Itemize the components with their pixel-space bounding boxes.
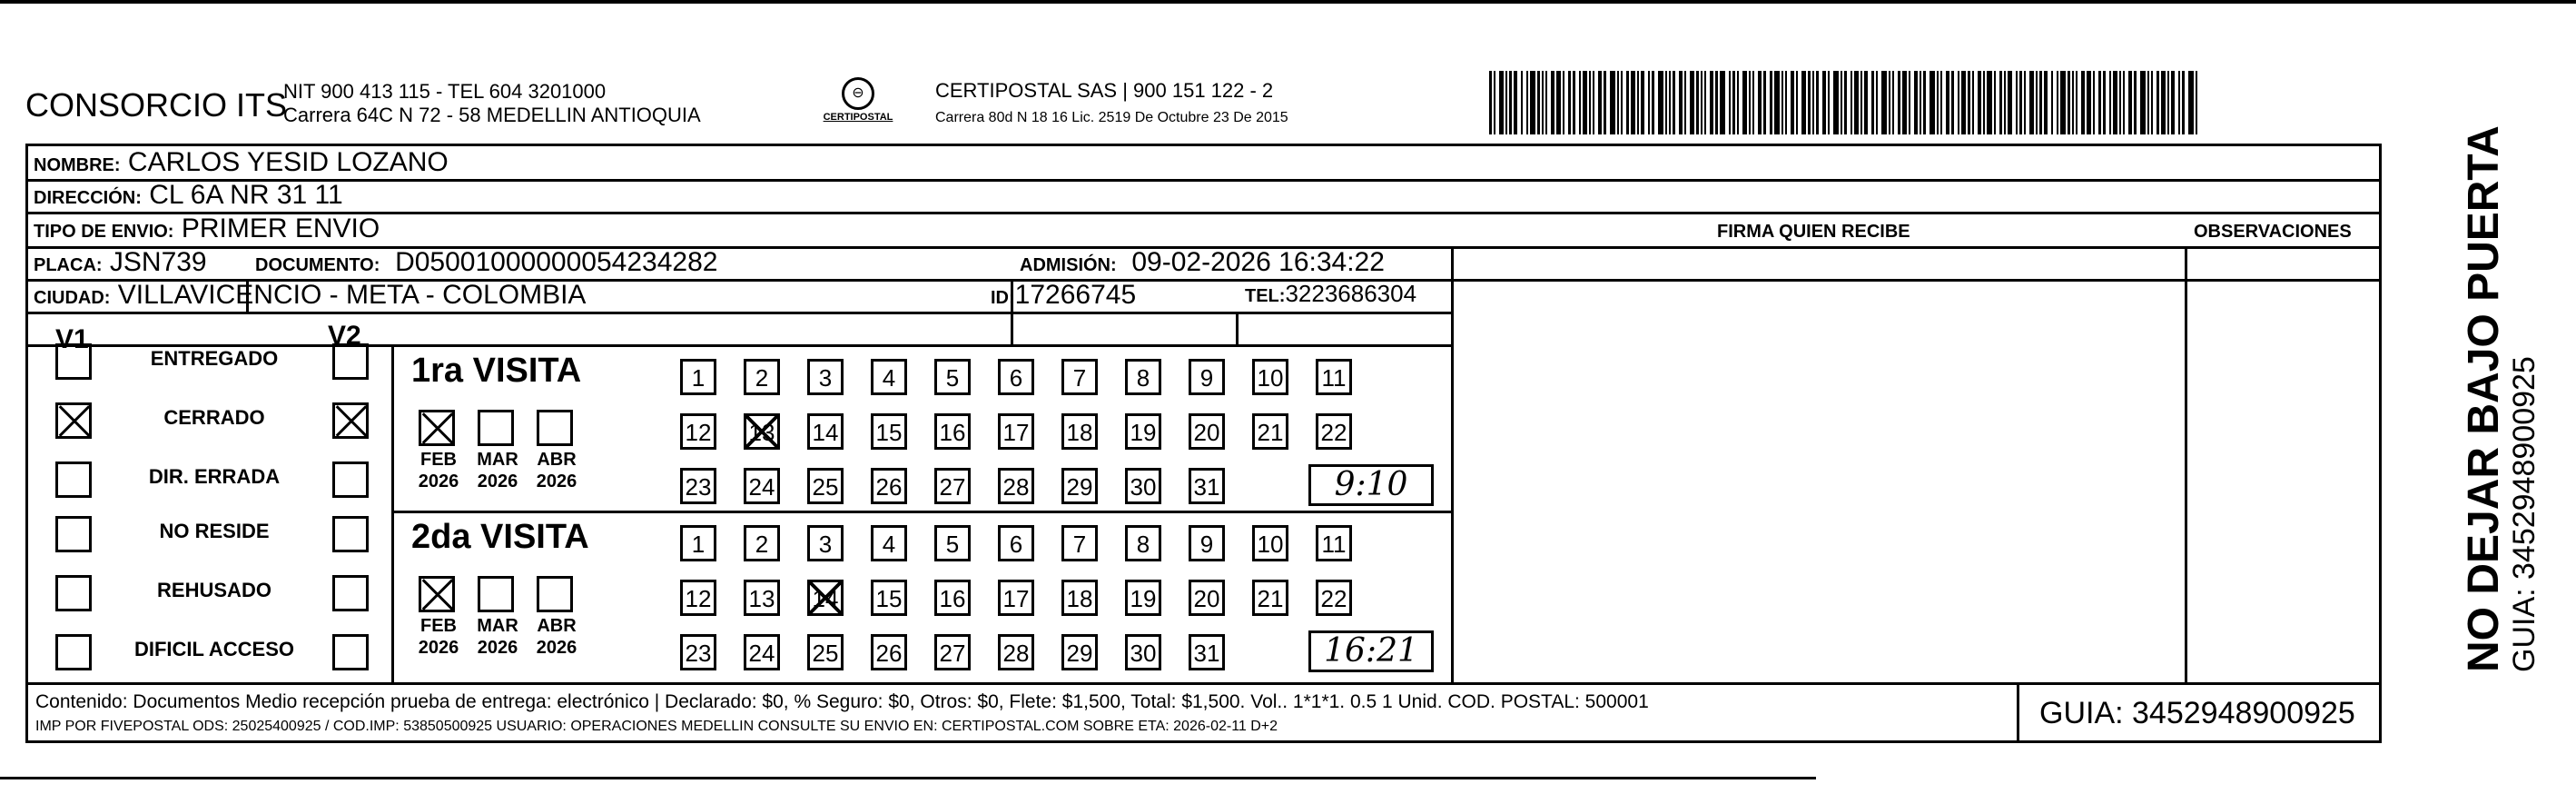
barcode-bar (1514, 71, 1517, 134)
barcode-bar (1987, 71, 1992, 134)
v1-checkbox[interactable] (55, 462, 92, 498)
day-box[interactable]: 9 (1189, 359, 1225, 395)
day-box[interactable]: 15 (871, 413, 907, 450)
day-box[interactable]: 26 (871, 468, 907, 504)
barcode-bar (2157, 71, 2159, 134)
barcode-bar (1563, 71, 1564, 134)
day-box[interactable]: 23 (680, 468, 716, 504)
day-box[interactable]: 8 (1125, 359, 1161, 395)
id-field (991, 280, 1136, 311)
status-label: REHUSADO (157, 579, 271, 601)
day-box[interactable]: 19 (1125, 413, 1161, 450)
barcode-bar (1551, 71, 1554, 134)
barcode-bar (2171, 71, 2175, 134)
day-box[interactable]: 14 (807, 580, 844, 616)
day-box[interactable]: 10 (1252, 525, 1288, 561)
month-name: MAR (477, 450, 518, 470)
status-label: CERRADO (163, 406, 265, 429)
side-vertical-text (2461, 125, 2541, 672)
day-box[interactable]: 22 (1316, 413, 1352, 450)
barcode-bar (1881, 71, 1887, 134)
day-box[interactable]: 22 (1316, 580, 1352, 616)
barcode-bar (1610, 71, 1615, 134)
barcode-bar (2103, 71, 2106, 134)
observations-area[interactable] (2187, 282, 2378, 681)
day-box[interactable]: 16 (934, 580, 971, 616)
month-year: 2026 (536, 471, 577, 491)
day-box[interactable]: 29 (1061, 468, 1098, 504)
barcode-bar (1701, 71, 1703, 134)
company-name: CONSORCIO ITS (25, 86, 288, 124)
day-box[interactable]: 12 (680, 413, 716, 450)
day-box[interactable]: 2 (744, 525, 780, 561)
day-box[interactable]: 6 (998, 525, 1034, 561)
day-box[interactable]: 12 (680, 580, 716, 616)
month-year: 2026 (536, 638, 577, 658)
barcode-bar (1665, 71, 1667, 134)
barcode-bar (2076, 71, 2078, 134)
day-box[interactable]: 4 (871, 359, 907, 395)
barcode-bar (2087, 71, 2091, 134)
barcode-bar (1556, 71, 1561, 134)
status-label: ENTREGADO (150, 347, 279, 370)
barcode-bar (2019, 71, 2022, 134)
barcode-bar (1930, 71, 1935, 134)
month-label (411, 449, 466, 492)
v2-checkbox[interactable] (332, 343, 369, 380)
visit-time[interactable]: 16:21 (1308, 630, 1434, 672)
month-year: 2026 (418, 471, 459, 491)
v1-checkbox[interactable] (55, 402, 92, 439)
day-box[interactable]: 6 (998, 359, 1034, 395)
barcode-bar (1568, 71, 1571, 134)
month-checkbox[interactable] (419, 576, 455, 612)
id-value: 17266745 (1014, 280, 1137, 310)
barcode-bar (1658, 71, 1663, 134)
signature-area[interactable] (1454, 282, 2185, 681)
barcode-bar (1972, 71, 1974, 134)
direccion-value: CL 6A NR 31 11 (149, 180, 343, 210)
barcode-bar (1946, 71, 1949, 134)
day-box[interactable]: 13 (744, 413, 780, 450)
barcode-bar (2196, 71, 2197, 134)
day-box[interactable]: 30 (1125, 468, 1161, 504)
barcode-bar (1791, 71, 1794, 134)
barcode-bar (1542, 71, 1544, 134)
status-label: DIFICIL ACCESO (133, 638, 294, 660)
barcode-bar (2140, 71, 2146, 134)
barcode-bar (1920, 71, 1921, 134)
barcode-bar (1951, 71, 1954, 134)
barcode-bar (1537, 71, 1540, 134)
delivery-form (25, 144, 2382, 743)
documento-label: DOCUMENTO: (255, 255, 380, 275)
tipo-value: PRIMER ENVIO (181, 213, 380, 243)
barcode-bar (1690, 71, 1694, 134)
barcode-bar (2188, 71, 2194, 134)
barcode (1489, 71, 2206, 134)
barcode-bar (2036, 71, 2038, 134)
barcode-bar (1871, 71, 1874, 134)
day-box[interactable]: 18 (1061, 580, 1098, 616)
barcode-bar (1696, 71, 1699, 134)
documento-field (255, 247, 717, 278)
barcode-bar (1715, 71, 1718, 134)
day-box[interactable]: 17 (998, 413, 1034, 450)
nombre-value: CARLOS YESID LOZANO (127, 147, 449, 177)
month-name: ABR (537, 450, 577, 470)
barcode-bar (1737, 71, 1739, 134)
month-label (529, 449, 584, 492)
barcode-bar (1864, 71, 1868, 134)
day-box[interactable]: 20 (1189, 580, 1225, 616)
v2-checkbox[interactable] (332, 462, 369, 498)
v1-checkbox[interactable] (55, 575, 92, 611)
status-label: NO RESIDE (159, 520, 270, 542)
v1-checkbox[interactable] (55, 343, 92, 380)
day-box[interactable]: 17 (998, 580, 1034, 616)
barcode-bar (2109, 71, 2111, 134)
barcode-bar (2134, 71, 2137, 134)
barcode-bar (2151, 71, 2153, 134)
barcode-bar (2068, 71, 2070, 134)
day-box[interactable]: 25 (807, 468, 844, 504)
barcode-bar (1499, 71, 1504, 134)
barcode-bar (1968, 71, 1970, 134)
day-box[interactable]: 26 (871, 634, 907, 670)
day-box[interactable]: 19 (1125, 580, 1161, 616)
barcode-bar (1983, 71, 1985, 134)
month-checkbox[interactable] (419, 410, 455, 446)
month-name: ABR (537, 616, 577, 636)
barcode-bar (2161, 71, 2166, 134)
day-box[interactable]: 7 (1061, 359, 1098, 395)
tel-label: TEL: (1245, 286, 1286, 306)
barcode-bar (2147, 71, 2149, 134)
month-label (529, 615, 584, 659)
nit-line: NIT 900 413 115 - TEL 604 3201000 (283, 80, 607, 103)
bottom-border-line (0, 777, 1816, 779)
barcode-bar (1545, 71, 1547, 134)
month-label (411, 615, 466, 659)
admision-label: ADMISIÓN: (1020, 255, 1117, 275)
day-box[interactable]: 28 (998, 634, 1034, 670)
barcode-bar (1621, 71, 1623, 134)
barcode-bar (1589, 71, 1591, 134)
barcode-bar (2029, 71, 2034, 134)
day-box[interactable]: 21 (1252, 413, 1288, 450)
v2-checkbox[interactable] (332, 516, 369, 552)
barcode-bar (2008, 71, 2012, 134)
barcode-bar (1648, 71, 1650, 134)
logo-label: CERTIPOSTAL (823, 112, 893, 123)
barcode-bar (1626, 71, 1629, 134)
day-box[interactable]: 8 (1125, 525, 1161, 561)
barcode-bar (1892, 71, 1894, 134)
guia-number: GUIA: 3452948900925 (2039, 696, 2355, 730)
barcode-bar (1860, 71, 1862, 134)
day-box[interactable]: 5 (934, 359, 971, 395)
month-checkbox[interactable] (478, 576, 514, 612)
month-name: FEB (420, 450, 457, 470)
day-box[interactable]: 10 (1252, 359, 1288, 395)
barcode-bar (1494, 71, 1495, 134)
barcode-bar (1770, 71, 1772, 134)
barcode-bar (1958, 71, 1959, 134)
barcode-bar (1720, 71, 1725, 134)
admision-value: 09-02-2026 16:34:22 (1131, 247, 1385, 277)
day-box[interactable]: 31 (1189, 468, 1225, 504)
nombre-label: NOMBRE: (34, 155, 121, 175)
barcode-bar (1833, 71, 1839, 134)
barcode-bar (1593, 71, 1594, 134)
barcode-bar (2060, 71, 2066, 134)
visit-time[interactable]: 9:10 (1308, 464, 1434, 506)
day-box[interactable]: 7 (1061, 525, 1098, 561)
barcode-bar (1994, 71, 1996, 134)
day-box[interactable]: 27 (934, 468, 971, 504)
month-label (470, 449, 525, 492)
day-box[interactable]: 9 (1189, 525, 1225, 561)
barcode-bar (1851, 71, 1852, 134)
barcode-bar (1999, 71, 2002, 134)
day-box[interactable]: 20 (1189, 413, 1225, 450)
day-box[interactable]: 29 (1061, 634, 1098, 670)
barcode-bar (2044, 71, 2048, 134)
placa-value: JSN739 (109, 247, 207, 277)
content-line: Contenido: Documentos Medio recepción prueba de entrega: electrónico | Declarado: $0, % Seguro: $0, Otros: $0, Flete: $1,500, Total: $1,500. Vol.. 1*1*1. 0.5 1 Unid. COD. POSTAL: 500001 (35, 691, 1649, 712)
barcode-bar (1909, 71, 1910, 134)
barcode-bar (1781, 71, 1783, 134)
barcode-bar (2072, 71, 2074, 134)
side-guia: GUIA: 3452948900925 (2507, 356, 2541, 672)
barcode-bar (1812, 71, 1814, 134)
barcode-bar (2119, 71, 2121, 134)
direccion-field (34, 180, 343, 211)
barcode-bar (2113, 71, 2117, 134)
tel-field (1245, 280, 1416, 308)
month-name: MAR (477, 616, 518, 636)
day-box[interactable]: 1 (680, 359, 716, 395)
barcode-bar (2024, 71, 2026, 134)
barcode-bar (2016, 71, 2018, 134)
barcode-bar (2081, 71, 2085, 134)
certipostal-logo (822, 77, 894, 123)
logo-icon: ⊖ (842, 77, 874, 110)
barcode-bar (1752, 71, 1754, 134)
v2-checkbox[interactable] (332, 402, 369, 439)
month-name: FEB (420, 616, 457, 636)
barcode-bar (2039, 71, 2042, 134)
day-box[interactable]: 14 (807, 413, 844, 450)
barcode-bar (1940, 71, 1942, 134)
month-year: 2026 (477, 471, 518, 491)
barcode-bar (1598, 71, 1602, 134)
observaciones-label: OBSERVACIONES (2194, 222, 2352, 242)
day-box[interactable]: 4 (871, 525, 907, 561)
visit-title: 2da VISITA (411, 518, 589, 556)
barcode-bar (1844, 71, 1847, 134)
day-box[interactable]: 13 (744, 580, 780, 616)
barcode-bar (2167, 71, 2169, 134)
barcode-bar (1785, 71, 1787, 134)
v2-checkbox[interactable] (332, 575, 369, 611)
barcode-bar (1704, 71, 1706, 134)
documento-value: D05001000000054234282 (395, 247, 718, 277)
barcode-bar (2098, 71, 2101, 134)
month-checkbox[interactable] (478, 410, 514, 446)
barcode-bar (1669, 71, 1671, 134)
barcode-bar (1505, 71, 1507, 134)
barcode-bar (1617, 71, 1619, 134)
barcode-bar (1489, 71, 1492, 134)
carrier-info (935, 77, 1288, 132)
imp-line: IMP POR FIVEPOSTAL ODS: 25025400925 / COD.IMP: 53850500925 USUARIO: OPERACIONES MEDELLIN CONSULTE SU ENVIO EN: CERTIPOSTAL.COM SOBRE ETA: 2026-02-11 D+2 (35, 719, 1278, 734)
barcode-bar (1937, 71, 1939, 134)
no-dejar-warning: NO DEJAR BAJO PUERTA (2460, 125, 2508, 672)
carrier-line: CERTIPOSTAL SAS | 900 151 122 - 2 (935, 79, 1274, 102)
barcode-bar (1573, 71, 1575, 134)
barcode-bar (1828, 71, 1830, 134)
placa-field (34, 247, 207, 278)
barcode-bar (2093, 71, 2095, 134)
barcode-bar (1637, 71, 1639, 134)
barcode-bar (1898, 71, 1900, 134)
barcode-bar (2182, 71, 2185, 134)
placa-label: PLACA: (34, 255, 103, 275)
barcode-bar (1758, 71, 1762, 134)
day-box[interactable]: 21 (1252, 580, 1288, 616)
barcode-bar (1530, 71, 1535, 134)
barcode-bar (1808, 71, 1811, 134)
day-box[interactable]: 27 (934, 634, 971, 670)
barcode-bar (2004, 71, 2006, 134)
barcode-bar (1749, 71, 1751, 134)
nombre-field (34, 147, 449, 178)
month-checkbox[interactable] (537, 410, 573, 446)
tipo-label: TIPO DE ENVIO: (34, 222, 174, 242)
barcode-bar (2057, 71, 2058, 134)
day-box[interactable]: 2 (744, 359, 780, 395)
direccion-label: DIRECCIÓN: (34, 188, 142, 208)
id-label: ID: (991, 288, 1015, 308)
barcode-bar (1774, 71, 1780, 134)
barcode-bar (1763, 71, 1766, 134)
barcode-bar (1742, 71, 1747, 134)
barcode-bar (1876, 71, 1878, 134)
barcode-bar (1854, 71, 1859, 134)
v1-label: V1 (55, 324, 89, 354)
barcode-bar (2123, 71, 2125, 134)
day-box[interactable]: 30 (1125, 634, 1161, 670)
barcode-bar (1679, 71, 1683, 134)
barcode-bar (1729, 71, 1731, 134)
v2-label: V2 (328, 321, 361, 351)
month-checkbox[interactable] (537, 576, 573, 612)
company-info (283, 80, 701, 127)
barcode-bar (1801, 71, 1806, 134)
carrier-sub: Carrera 80d N 18 16 Lic. 2519 De Octubre 23 De 2015 (935, 110, 1288, 125)
barcode-bar (1631, 71, 1635, 134)
visit-title: 1ra VISITA (411, 352, 582, 390)
barcode-bar (1579, 71, 1581, 134)
ciudad-value: VILLAVICENCIO - META - COLOMBIA (117, 280, 587, 310)
day-box[interactable]: 31 (1189, 634, 1225, 670)
top-border-line (0, 0, 2576, 4)
barcode-bar (1889, 71, 1890, 134)
barcode-bar (1923, 71, 1926, 134)
barcode-bar (1641, 71, 1644, 134)
barcode-bar (1902, 71, 1907, 134)
ciudad-label: CIUDAD: (34, 288, 111, 308)
day-box[interactable]: 15 (871, 580, 907, 616)
v2-checkbox[interactable] (332, 634, 369, 670)
day-box[interactable]: 24 (744, 468, 780, 504)
month-year: 2026 (418, 638, 459, 658)
day-box[interactable]: 3 (807, 359, 844, 395)
barcode-bar (1732, 71, 1735, 134)
barcode-bar (1509, 71, 1512, 134)
tel-value: 3223686304 (1285, 280, 1417, 307)
barcode-bar (1583, 71, 1587, 134)
day-box[interactable]: 3 (807, 525, 844, 561)
address-line: Carrera 64C N 72 - 58 MEDELLIN ANTIOQUIA (283, 104, 701, 126)
day-box[interactable]: 23 (680, 634, 716, 670)
barcode-bar (2051, 71, 2053, 134)
day-box[interactable]: 28 (998, 468, 1034, 504)
day-box[interactable]: 16 (934, 413, 971, 450)
barcode-bar (1841, 71, 1842, 134)
barcode-bar (1978, 71, 1981, 134)
v1-checkbox[interactable] (55, 634, 92, 670)
barcode-bar (1652, 71, 1654, 134)
day-box[interactable]: 18 (1061, 413, 1098, 450)
v1-checkbox[interactable] (55, 516, 92, 552)
day-box[interactable]: 5 (934, 525, 971, 561)
barcode-bar (1961, 71, 1966, 134)
month-label (470, 615, 525, 659)
barcode-bar (1684, 71, 1686, 134)
barcode-bar (2178, 71, 2180, 134)
barcode-bar (1796, 71, 1798, 134)
ciudad-field (34, 280, 586, 311)
firma-label: FIRMA QUIEN RECIBE (1717, 222, 1910, 242)
day-box[interactable]: 1 (680, 525, 716, 561)
barcode-bar (1604, 71, 1606, 134)
barcode-bar (1816, 71, 1819, 134)
barcode-bar (1521, 71, 1523, 134)
barcode-bar (1526, 71, 1528, 134)
day-box[interactable]: 24 (744, 634, 780, 670)
day-box[interactable]: 11 (1316, 525, 1352, 561)
status-label: DIR. ERRADA (148, 465, 281, 488)
day-box[interactable]: 11 (1316, 359, 1352, 395)
barcode-bar (1914, 71, 1918, 134)
month-year: 2026 (477, 638, 518, 658)
barcode-bar (1822, 71, 1826, 134)
admision-field (1020, 247, 1385, 278)
barcode-bar (2128, 71, 2132, 134)
tipo-field (34, 213, 380, 244)
barcode-bar (1673, 71, 1675, 134)
day-box[interactable]: 25 (807, 634, 844, 670)
barcode-bar (1710, 71, 1713, 134)
